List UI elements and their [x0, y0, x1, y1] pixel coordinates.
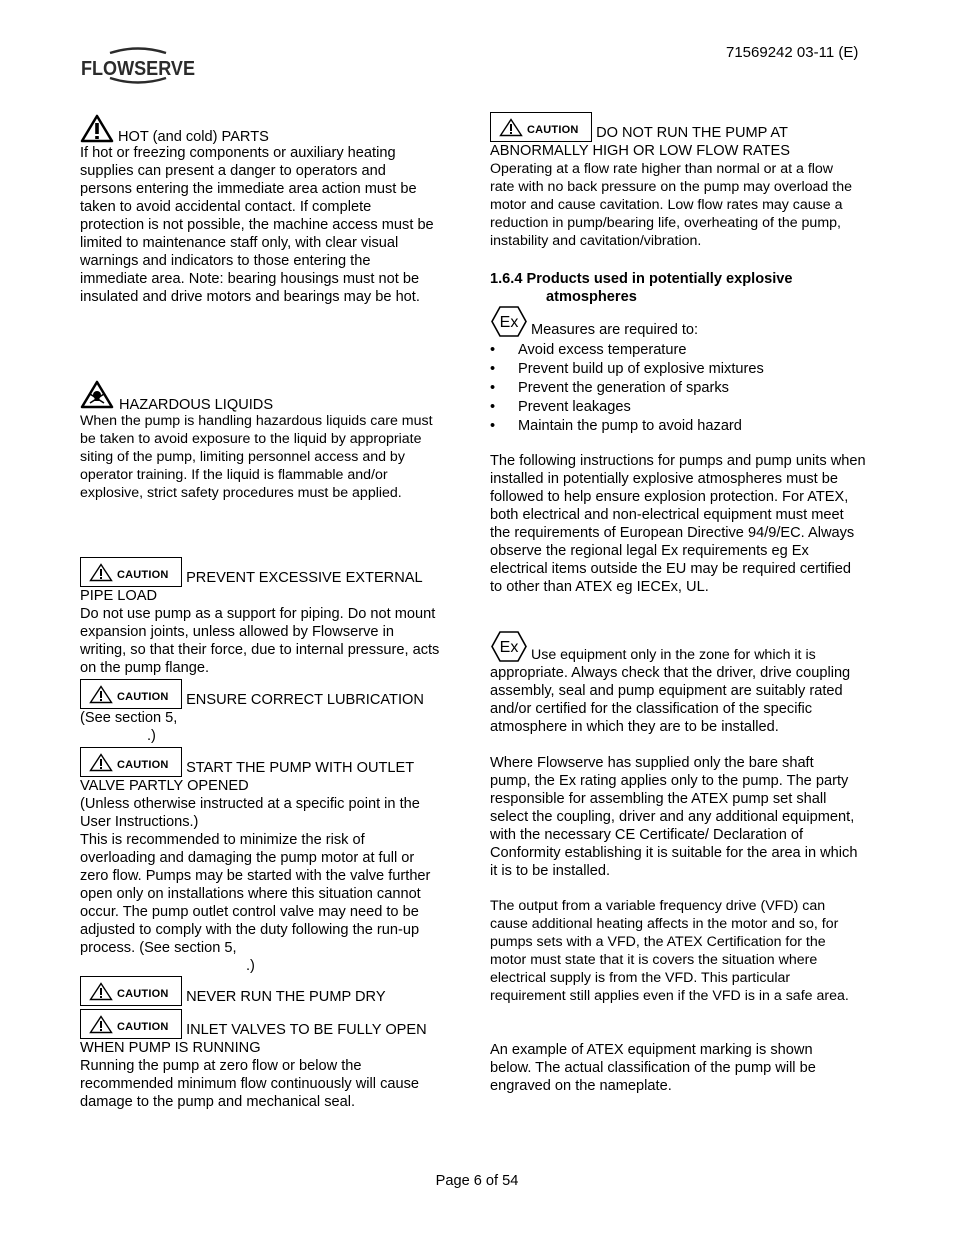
caution-triangle-icon: [89, 982, 113, 1001]
caution-badge: CAUTION: [80, 679, 182, 709]
list-item: • Maintain the pump to avoid hazard: [490, 417, 890, 436]
start-pump-body: (Unless otherwise instructed at a specific point in the User Instructions.) This is recommended to minimize the risk of overloading and damaging the pump motor at full or zero flow. Pumps may be started with the valve further open only on installations where this situation cannot occur. The pump outlet control valve may need to be adjusted to comply with the duty following the run-up process. (See section 5, .): [80, 796, 431, 974]
svg-text:Ex: Ex: [499, 639, 519, 656]
warning-triangle-icon: [80, 114, 114, 143]
flow-rate-section: CAUTION DO NOT RUN THE PUMP AT ABNORMALLY HIGH OR LOW FLOW RATES Operating at a flow rate higher than normal or at a flow rate with no back pressure on the pump may overload the motor and cause cavitation. Low flow rates may cause a reduction in pump/bearing life, overheating of the pump, instability and cavitation/vibration.: [490, 112, 890, 250]
inlet-valves-title: INLET VALVES TO BE FULLY OPEN: [186, 1022, 427, 1038]
hot-parts-body: If hot or freezing components or auxiliary heating supplies can present a danger to operators and persons entering the immediate area action must be taken to avoid accidental contact. If complete protection is not possible, the machine access must be limited to maintenance staff only, with clear visual warnings and indicators to those entering the immediate area. Note: bearing housings must not be insulated and drive motors and bearings may be hot.: [80, 145, 434, 305]
list-item: • Prevent leakages: [490, 398, 890, 417]
lubrication-reference: (See section 5,: [80, 710, 178, 726]
vfd-paragraph: The output from a variable frequency drive (VFD) can cause additional heating affects in the motor and so, for pumps sets with a VFD, the ATEX Certification for the motor must state that it is covers the situation where electrical supply is from the VFD. This particular requirement still applies even if the VFD is in a safe area.: [490, 898, 849, 1004]
list-item: • Prevent build up of explosive mixtures: [490, 360, 890, 379]
ex-explosion-icon: [490, 305, 528, 338]
caution-triangle-icon: [89, 1015, 113, 1034]
caution-badge: CAUTION: [80, 557, 182, 587]
caution-badge: CAUTION: [80, 1009, 182, 1039]
inlet-valves-body: Running the pump at zero flow or below the recommended minimum flow continuously will cause damage to the pump and mechanical seal.: [80, 1058, 420, 1110]
svg-text:Ex: Ex: [499, 314, 519, 331]
zone-paragraph: Ex Use equipment only in the zone for which it is appropriate. Always check that the driver, drive coupling assembly, seal and pump equipment are suitably rated and/or certified for the classification of the specific atmosphere in which they are to be installed.: [490, 630, 890, 736]
hazardous-liquids-body: When the pump is handling hazardous liquids care must be taken to avoid exposure to the liquid by appropriate siting of the pump, limiting personnel access and by operator training. If the liquid is flammable and/or explosive, strict safety procedures must be applied.: [80, 413, 433, 501]
measures-list: [490, 341, 890, 436]
logo-wordmark: FLOWSERVE: [81, 58, 195, 80]
section-heading: 1.6.4 Products used in potentially explosive atmospheres: [490, 271, 793, 305]
caution-badge: CAUTION: [490, 112, 592, 142]
measures-section: [490, 305, 890, 436]
measures-intro: Measures are required to:: [531, 322, 699, 338]
list-item: • Prevent the generation of sparks: [490, 379, 890, 398]
caution-badge: CAUTION: [80, 747, 182, 777]
caution-badge: CAUTION: [80, 976, 182, 1006]
hot-parts-title: HOT (and cold) PARTS: [118, 129, 269, 145]
flow-rate-title: DO NOT RUN THE PUMP AT: [596, 125, 788, 141]
list-item: • Avoid excess temperature: [490, 341, 890, 360]
run-dry-section: [80, 976, 480, 1006]
lubrication-section: CAUTION ENSURE CORRECT LUBRICATION (See section 5, .): [80, 679, 480, 745]
pipe-load-title: PREVENT EXCESSIVE EXTERNAL: [186, 570, 423, 586]
hazardous-liquids-title: HAZARDOUS LIQUIDS: [119, 397, 274, 413]
caution-triangle-icon: [89, 685, 113, 704]
start-pump-title: START THE PUMP WITH OUTLET: [186, 760, 415, 776]
hot-parts-section: [80, 114, 480, 306]
flowserve-logo: [80, 44, 198, 88]
bare-shaft-paragraph: Where Flowserve has supplied only the bare shaft pump, the Ex rating applies only to the pump. The party responsible for assembling the ATEX pump set shall select the coupling, driver and any additional equipment, with the necessary CE Certificate/ Declaration of Conformity establishing it is suitable for the area in which it is to be installed.: [490, 755, 858, 879]
ex-explosion-icon: [490, 630, 528, 663]
caution-triangle-icon: [499, 118, 523, 137]
flow-rate-body: Operating at a flow rate higher than normal or at a flow rate with no back pressure on the pump may overload the motor and cause cavitation. Low flow rates may cause a reduction in pump/bearing life, overheating of the pump, instability and cavitation/vibration.: [490, 161, 852, 249]
inlet-valves-section: CAUTION INLET VALVES TO BE FULLY OPEN WHEN PUMP IS RUNNING Running the pump at zero flow or below the recommended minimum flow continuously will cause damage to the pump and mechanical seal.: [80, 1009, 480, 1111]
caution-triangle-icon: [89, 753, 113, 772]
marking-paragraph: An example of ATEX equipment marking is shown below. The actual classification of the pump will be engraved on the nameplate.: [490, 1042, 816, 1094]
start-pump-section: CAUTION START THE PUMP WITH OUTLET VALVE PARTLY OPENED (Unless otherwise instructed at a specific point in the User Instructions.) This is recommended to minimize the risk of overloading and damaging the pump motor at full or zero flow. Pumps may be started with the valve further open only on installations where this situation cannot occur. The pump outlet control valve may need to be adjusted to comply with the duty following the run-up process. (See section 5, .): [80, 747, 480, 975]
instructions-paragraph: The following instructions for pumps and pump units when installed in potentially explosive atmospheres must be followed to help ensure explosion protection. For ATEX, both electrical and non-electrical equipment must meet the requirements of European Directive 94/9/EC. Always observe the regional legal Ex requirements eg Ex electrical items outside the EU may be required certified to other than ATEX eg IECEx, UL.: [490, 453, 866, 595]
run-dry-title: NEVER RUN THE PUMP DRY: [186, 989, 386, 1005]
hazardous-liquids-section: [80, 380, 480, 502]
toxic-hazard-icon: [80, 380, 114, 409]
page-number: Page 6 of 54: [435, 1173, 519, 1189]
lubrication-title: ENSURE CORRECT LUBRICATION: [186, 692, 424, 708]
document-number: 71569242 03-11 (E): [726, 44, 859, 61]
caution-triangle-icon: [89, 563, 113, 582]
pipe-load-section: CAUTION PREVENT EXCESSIVE EXTERNAL PIPE LOAD Do not use pump as a support for piping. Do not mount expansion joints, unless allowed by Flowserve in writing, so that their force, due to internal pressure, acts on the pump flange.: [80, 557, 480, 677]
pipe-load-body: Do not use pump as a support for piping. Do not mount expansion joints, unless allowed by Flowserve in writing, so that their force, due to internal pressure, acts on the pump flange.: [80, 606, 440, 676]
